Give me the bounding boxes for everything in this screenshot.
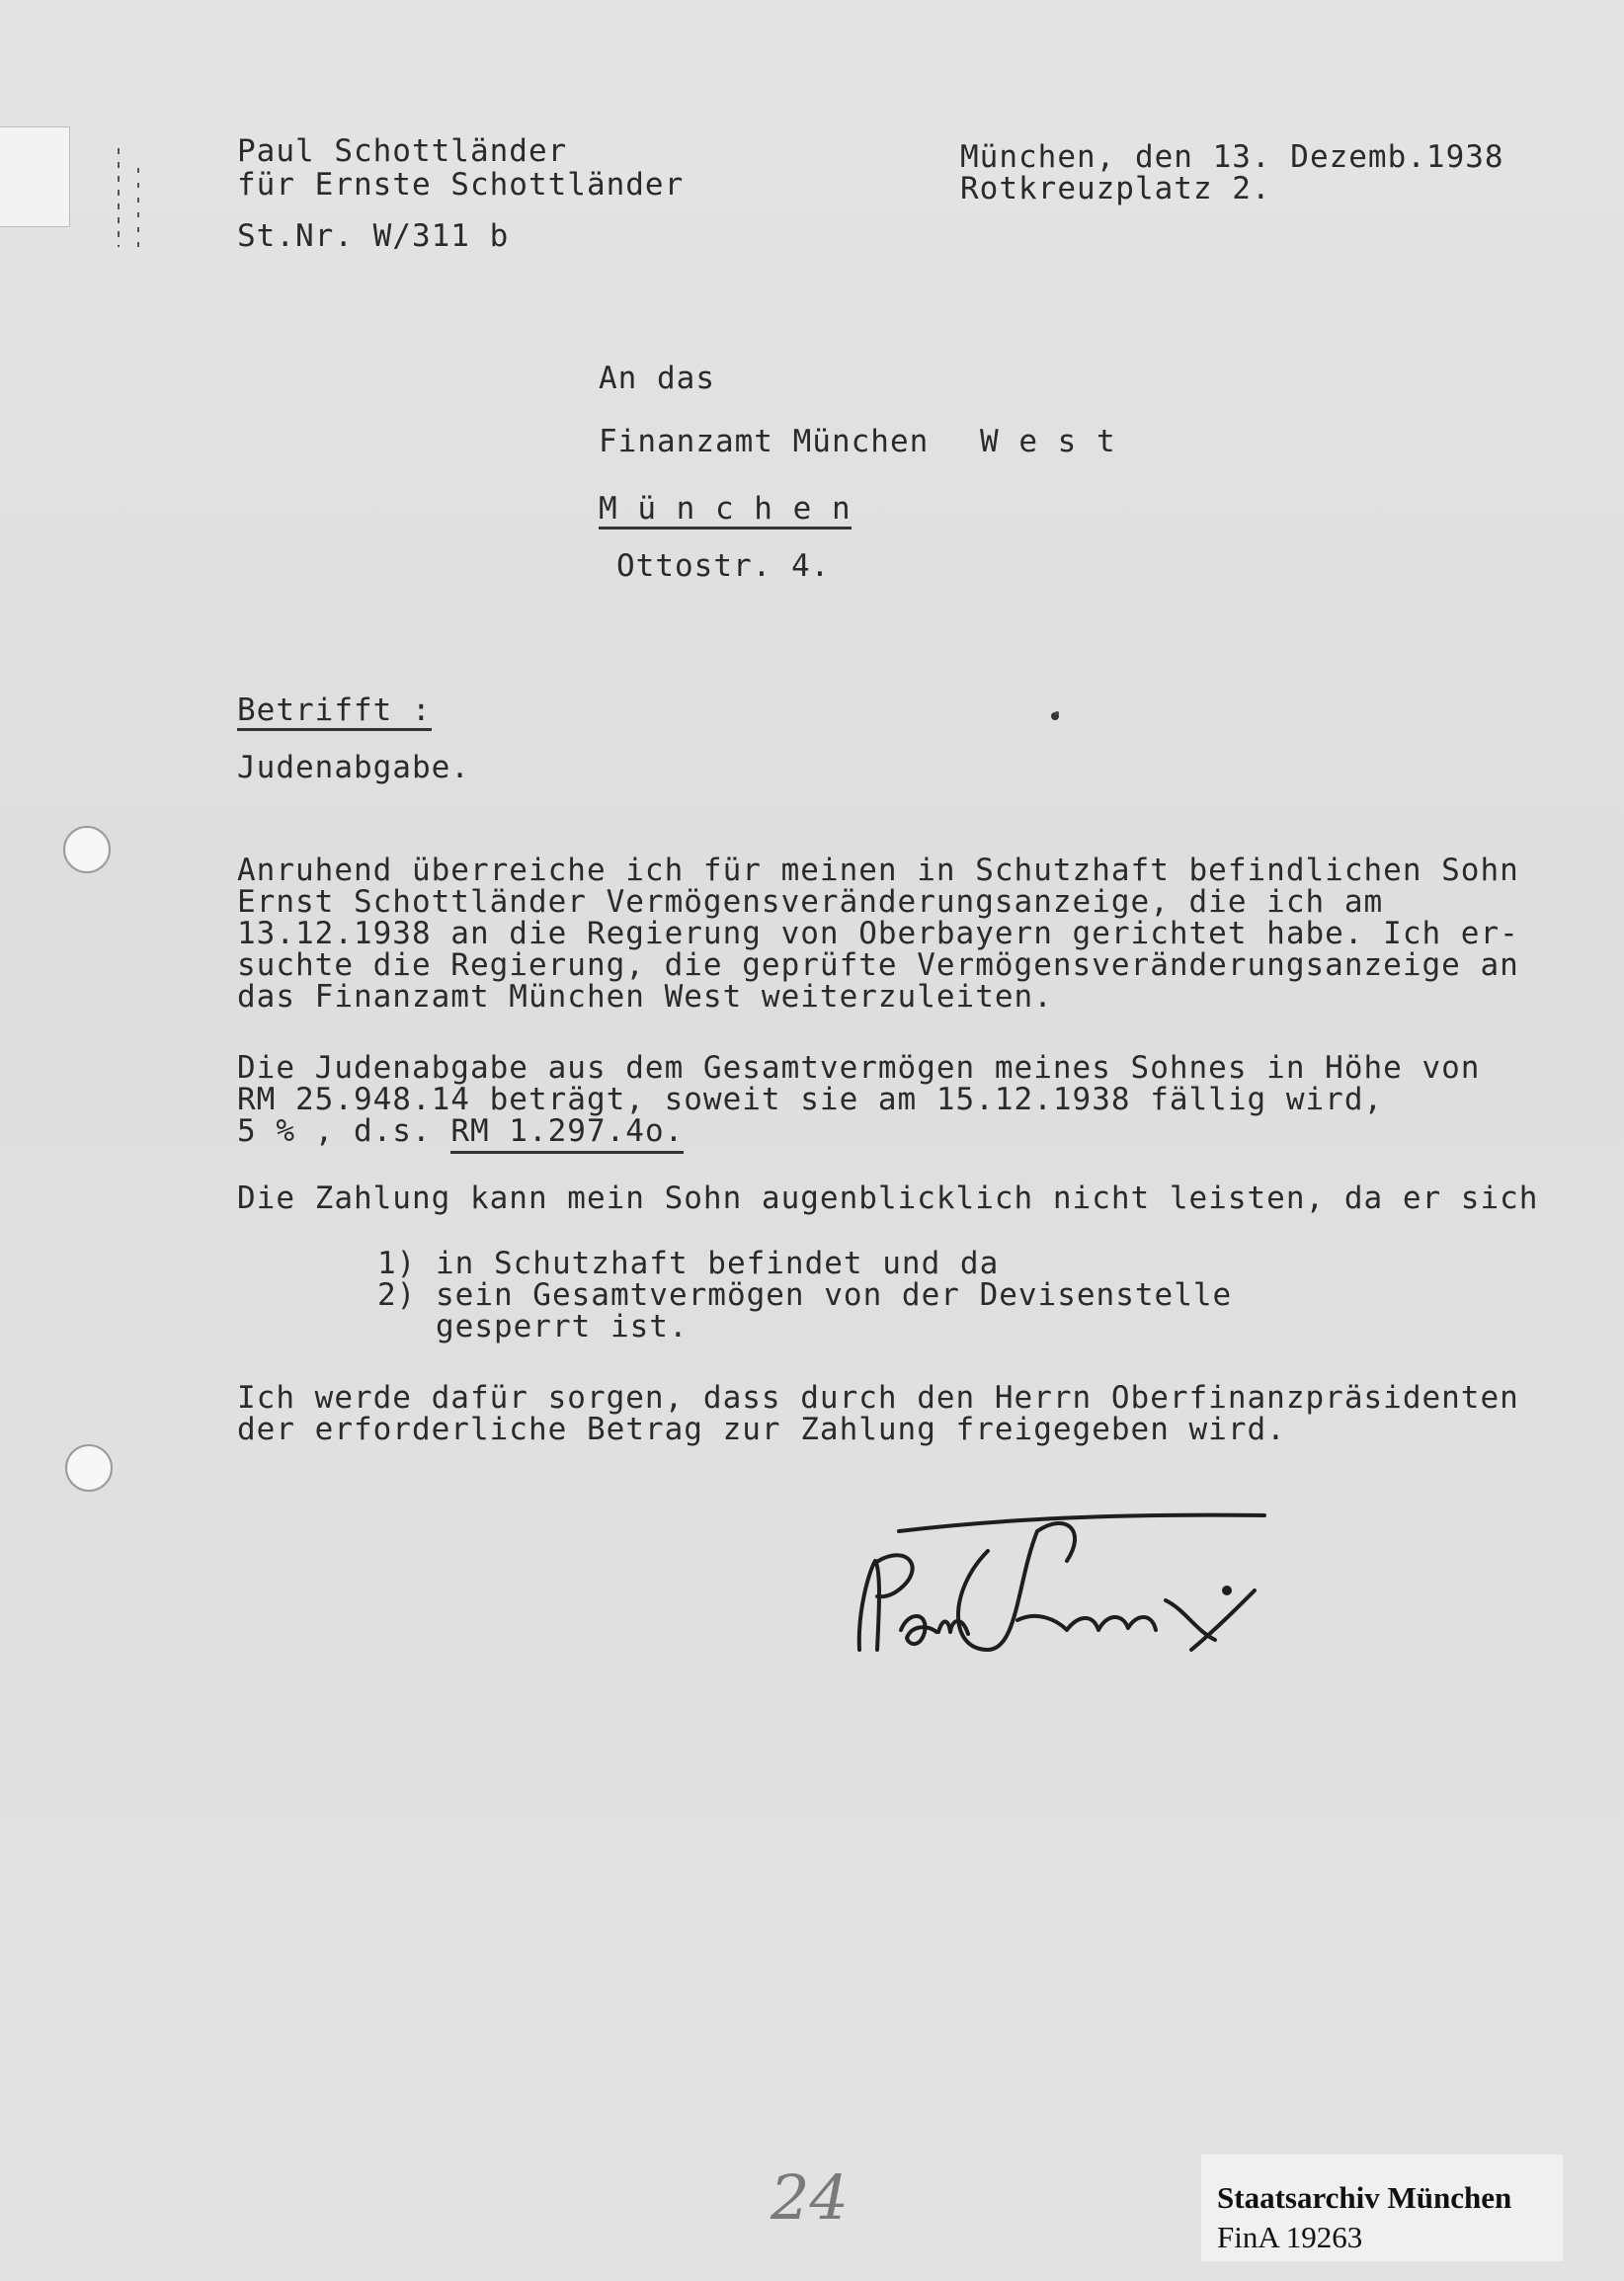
ink-speck (1049, 711, 1069, 731)
body-para2-line-2: RM 25.948.14 beträgt, soweit sie am 15.12.1938 fällig wird, (237, 1082, 1384, 1117)
page-number: 24 (771, 2161, 849, 2234)
body-para3: Die Zahlung kann mein Sohn augenblicklich nicht leisten, da er sich (237, 1181, 1539, 1216)
punch-hole-top (63, 826, 111, 873)
body-para4-line-2: der erforderliche Betrag zur Zahlung freigegeben wird. (237, 1412, 1286, 1447)
percentage-text: 5 % , d.s. (237, 1113, 451, 1149)
archive-stamp (1201, 2155, 1563, 2261)
body-para4-line-1: Ich werde dafür sorgen, dass durch den Herrn Oberfinanzpräsidenten (237, 1380, 1519, 1416)
recipient-street: Ottostr. 4. (616, 548, 831, 584)
punch-hole-bottom (65, 1444, 113, 1492)
amount-due: RM 1.297.4o. (450, 1113, 684, 1154)
body-para2-line-3 (237, 1113, 685, 1149)
body-para1-line-4: suchte die Regierung, die geprüfte Vermögensveränderungsanzeige an (237, 947, 1519, 983)
recipient-office: Finanzamt München (599, 424, 930, 459)
sender-line-2: für Ernste Schottländer (237, 167, 685, 203)
archive-reference: FinA 19263 (1217, 2220, 1363, 2254)
body-para1-line-1: Anruhend überreiche ich für meinen in Schutzhaft befindlichen Sohn (237, 853, 1519, 888)
reason-list-item-1: 1) in Schutzhaft befindet und da (377, 1246, 1000, 1281)
date-line: München, den 13. Dezemb.1938 (960, 139, 1504, 175)
archive-name: Staatsarchiv München (1217, 2180, 1512, 2215)
margin-marks (111, 148, 150, 257)
body-para1-line-3: 13.12.1938 an die Regierung von Oberbayern gerichtet habe. Ich er- (237, 916, 1519, 951)
reason-list-item-2: 2) sein Gesamtvermögen von der Devisenstelle (377, 1277, 1233, 1313)
body-para2-line-1: Die Judenabgabe aus dem Gesamtvermögen meines Sohnes in Höhe von (237, 1050, 1481, 1086)
handwritten-signature (840, 1502, 1274, 1679)
recipient-city: M ü n c h e n (599, 494, 852, 530)
subject-label: Betrifft : (237, 695, 432, 731)
reason-list-item-3: gesperrt ist. (377, 1309, 689, 1344)
address-line: Rotkreuzplatz 2. (960, 171, 1271, 206)
body-para1-line-5: das Finanzamt München West weiterzuleiten. (237, 979, 1053, 1015)
sender-line-1: Paul Schottländer (237, 133, 568, 169)
body-para1-line-2: Ernst Schottländer Vermögensveränderungsanzeige, die ich am (237, 884, 1384, 920)
tax-number: St.Nr. W/311 b (237, 218, 510, 254)
recipient-line-1: An das (599, 361, 715, 396)
recipient-office-west: W e s t (980, 424, 1116, 459)
subject-value: Judenabgabe. (237, 750, 470, 785)
paper-tab (0, 126, 70, 227)
